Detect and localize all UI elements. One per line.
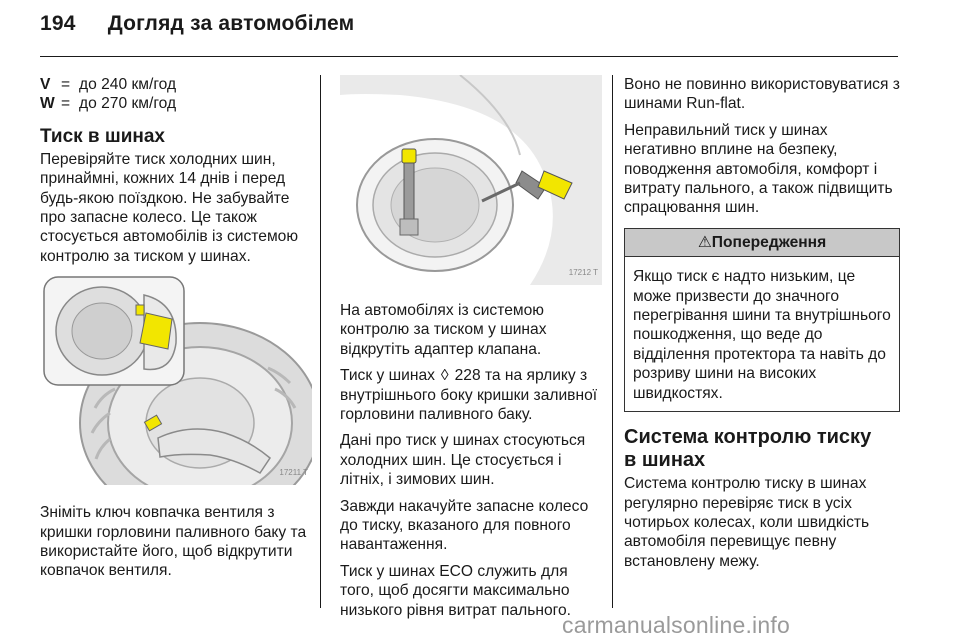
column-3 <box>624 75 900 578</box>
illustration-valve-adapter <box>340 75 602 285</box>
column-2 <box>340 75 602 627</box>
section-heading-tpms <box>624 426 900 472</box>
arrow-reference-icon: ◊ <box>440 367 449 385</box>
speed-rating-v <box>40 75 312 94</box>
watermark: carmanualsonline.info <box>562 612 790 638</box>
page-header <box>40 12 354 36</box>
tpms-description: Система контролю тиску в шинах регулярно перевіряє тиск в усіх чотирьох колесах, коли швидкість автомобіля перевищує певну встановлену межу. <box>624 475 870 570</box>
speed-text: до 270 км/год <box>79 95 177 113</box>
spare-wheel-note: Завжди накачуйте запасне колесо до тиску, вказаного для повного навантаження. <box>340 497 589 554</box>
tire-pressure-intro: Перевіряйте тиск холодних шин, принаймні, кожних 14 днів і перед будь-якою поїздкою. Не забувайте про запасне колесо. Це також стосується автомобілів із системою контролю за тиском у шинах. <box>40 150 299 265</box>
header-rule <box>40 56 898 57</box>
column-divider-1 <box>320 75 321 608</box>
runflat-note: Воно не повинно використовуватися з шинами Run-flat. <box>624 76 900 113</box>
adapter-instruction: На автомобілях із системою контролю за тиском у шинах відкрутіть адаптер клапана. <box>340 302 547 358</box>
figure-valve-adapter <box>340 75 602 285</box>
speed-equals: = <box>61 76 71 93</box>
warning-triangle-icon: ⚠ <box>697 233 712 251</box>
cold-tire-note: Дані про тиск у шинах стосуються холодних шин. Це стосується і літніх, і зимових шин. <box>340 432 586 489</box>
remove-key-instructions: Зніміть ключ ковпачка вентиля з кришки горловини паливного баку та використайте його, щоб відкрутити ковпачок вентиля. <box>40 504 307 580</box>
figure-code: 17211 T <box>279 467 308 477</box>
incorrect-pressure-note: Неправильний тиск у шинах негативно вплине на безпеку, поводження автомобіля, комфорт і витрату пального, а також підвищить спрацювання шин. <box>624 121 893 217</box>
speed-rating-w <box>40 94 312 113</box>
page-number: 194 <box>40 12 76 35</box>
column-divider-2 <box>612 75 613 608</box>
page-title: Догляд за автомобілем <box>107 12 355 35</box>
pressure-reference-after: 228 та на ярлику з внутрішнього боку кришки заливної горловини паливного баку. <box>340 367 598 424</box>
figure-code: 17212 T <box>568 267 598 277</box>
tpms-heading-line1: Система контролю тиску <box>624 426 872 449</box>
warning-text: Якщо тиск є надто низьким, це може призвести до значного перегрівання шини та внутрішнього пошкодження, що веде до відділення протектора та навіть до розриву шини на високих швидкостях. <box>633 268 891 402</box>
warning-box <box>624 228 900 412</box>
speed-letter: W <box>40 95 55 113</box>
warning-header <box>625 229 899 257</box>
speed-text: до 240 км/год <box>79 76 177 93</box>
tpms-heading-line2: в шинах <box>624 449 706 472</box>
warning-title: Попередження <box>711 233 827 251</box>
pressure-reference-before: Тиск у шинах <box>340 367 440 385</box>
speed-equals: = <box>61 95 71 113</box>
column-1 <box>40 75 312 588</box>
pressure-reference <box>340 366 602 424</box>
section-heading-tire-pressure: Тиск в шинах <box>40 125 166 147</box>
figure-valve-cap-key <box>40 273 312 485</box>
illustration-valve-cap-key <box>40 273 312 485</box>
speed-letter: V <box>40 76 51 93</box>
eco-pressure-note: Тиск у шинах ECO служить для того, щоб досягти максимально низького рівня витрат пального. <box>340 562 572 619</box>
